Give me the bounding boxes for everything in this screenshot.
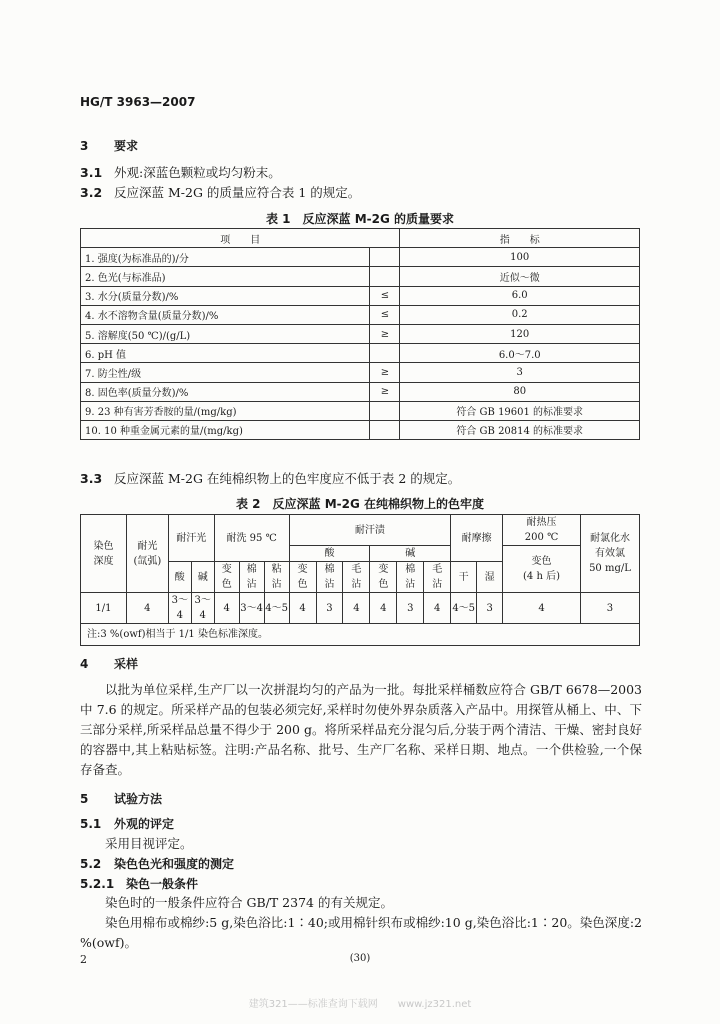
section-title: 要求 (114, 139, 139, 153)
sub-text: 沾 (351, 579, 362, 590)
row-value: 近似～微 (400, 267, 640, 286)
sub-change (214, 562, 239, 593)
row-item: 4. 水不溶物含量(质量分数)/% (81, 305, 370, 324)
clause-number: 5.1 (80, 817, 102, 831)
header-text: 深度 (93, 555, 114, 567)
row-value: 符合 GB 20814 的标准要求 (400, 420, 640, 439)
row-item: 7. 防尘性/级 (81, 363, 370, 382)
sub-text: 毛 (432, 564, 443, 575)
row-item: 8. 固色率(质量分数)/% (81, 382, 370, 401)
sub-text: 粘 (271, 564, 282, 575)
sub-text: 变 (378, 564, 389, 575)
clause-5-2-1-heading (80, 875, 198, 892)
clause-3-3 (80, 469, 460, 487)
sub-change (370, 562, 397, 593)
clause-title: 染色色光和强度的测定 (114, 857, 235, 871)
row-symbol: ≤ (370, 286, 400, 305)
table-row (81, 267, 640, 286)
header-acid: 酸 (289, 546, 370, 562)
row-symbol: ≥ (370, 382, 400, 401)
sub-dry: 干 (451, 562, 477, 593)
header-chlorine (580, 515, 639, 593)
row-value: 0.2 (400, 305, 640, 324)
cell: 3 (316, 593, 343, 624)
clause-text: 反应深蓝 M-2G 的质量应符合表 1 的规定。 (114, 185, 361, 200)
header-text: 有效氯 (594, 548, 625, 559)
row-item: 2. 色光(与标准品) (81, 267, 370, 286)
cell: 4 (343, 593, 370, 624)
clause-number: 5.2.1 (80, 877, 115, 891)
header-dye-depth (81, 515, 127, 593)
header-rubbing: 耐摩擦 (451, 515, 503, 562)
row-symbol: ≥ (370, 363, 400, 382)
row-symbol (370, 248, 400, 267)
section-title: 试验方法 (114, 792, 163, 806)
appearance-method-text: 采用目视评定。 (105, 836, 193, 851)
cell: 4 (424, 593, 451, 624)
sub-text: 毛 (351, 564, 362, 575)
cell: 3 (580, 593, 639, 624)
row-item: 6. pH 值 (81, 344, 370, 363)
cell: 4 (370, 593, 397, 624)
table-row (81, 382, 640, 401)
clause-text: 外观:深蓝色颗粒或均匀粉末。 (114, 165, 281, 180)
row-value: 6.0 (400, 286, 640, 305)
cell: 4 (503, 593, 581, 624)
clause-3-1 (80, 163, 281, 181)
sub-text: 色 (221, 579, 232, 590)
sub-silk (264, 562, 289, 593)
row-symbol (370, 401, 400, 420)
cell: 4 (289, 593, 316, 624)
clause-5-2-heading (80, 855, 234, 872)
row-value: 100 (400, 248, 640, 267)
clause-number: 3.2 (80, 185, 103, 200)
cell: 3 (477, 593, 503, 624)
cell: 1/1 (81, 593, 127, 624)
clause-5-1-heading (80, 815, 174, 832)
cell: 4～5 (451, 593, 477, 624)
sub-text: 色 (297, 579, 308, 590)
row-item: 5. 溶解度(50 ℃)/(g/L) (81, 324, 370, 343)
row-symbol (370, 420, 400, 439)
sub-text: 变 (221, 564, 232, 575)
section-5-heading (80, 790, 162, 807)
header-item: 项 目 (81, 229, 400, 248)
cell: 4 (126, 593, 168, 624)
cell: 3～4 (239, 593, 264, 624)
section-number: 3 (80, 139, 89, 153)
clause-number: 3.1 (80, 165, 103, 180)
table-row (81, 344, 640, 363)
header-perspiration-light: 耐汗光 (168, 515, 214, 562)
cell: 3～4 (191, 593, 214, 624)
table-header-row (81, 515, 640, 546)
sub-text: 沾 (405, 579, 416, 590)
cell: 3 (397, 593, 424, 624)
section-3-heading (80, 137, 138, 154)
section-4-heading (80, 655, 138, 672)
table-row (81, 593, 640, 624)
color-fastness-table (80, 514, 640, 646)
header-text: 变色 (531, 556, 552, 567)
row-symbol: ≤ (370, 305, 400, 324)
header-text: 耐光 (137, 540, 158, 552)
sub-cotton (397, 562, 424, 593)
sub-text: 沾 (246, 579, 257, 590)
sub-text: 棉 (405, 564, 416, 575)
table-row (81, 305, 640, 324)
table-row (81, 420, 640, 439)
watermark-text: 建筑321——标准查询下载网 www.jz321.net (248, 999, 472, 1010)
header-text: 耐热压 (526, 517, 557, 528)
sub-cotton (316, 562, 343, 593)
cell: 4 (214, 593, 239, 624)
sub-wool (424, 562, 451, 593)
row-value: 符合 GB 19601 的标准要求 (400, 401, 640, 420)
sub-acid: 酸 (168, 562, 191, 593)
clause-number: 3.3 (80, 471, 103, 486)
table-row (81, 401, 640, 420)
row-value: 3 (400, 363, 640, 382)
clause-title: 染色一般条件 (126, 877, 199, 891)
section-title: 采样 (114, 657, 139, 671)
row-value: 120 (400, 324, 640, 343)
sub-text: 沾 (271, 579, 282, 590)
clause-number: 5.2 (80, 857, 102, 871)
sub-wool (343, 562, 370, 593)
table-row (81, 324, 640, 343)
table-1-caption: 表 1 反应深蓝 M-2G 的质量要求 (265, 212, 454, 226)
dyeing-materials-text: 染色用棉布或棉纱:5 g,染色浴比:1∶40;或用棉针织布或棉纱:10 g,染色浴比:1∶20。染色深度:2 %(owf)。 (80, 915, 642, 950)
quality-requirements-table (80, 228, 640, 440)
row-symbol (370, 267, 400, 286)
row-symbol (370, 344, 400, 363)
sub-wet: 湿 (477, 562, 503, 593)
table-note-row (81, 624, 640, 646)
row-item: 10. 10 种重金属元素的量/(mg/kg) (81, 420, 370, 439)
clause-text: 反应深蓝 M-2G 在纯棉织物上的色牢度应不低于表 2 的规定。 (114, 471, 461, 486)
table-header-row (81, 229, 640, 248)
table-note: 注:3 %(owf)相当于 1/1 染色标准深度。 (81, 624, 640, 646)
row-item: 9. 23 种有害芳香胺的量/(mg/kg) (81, 401, 370, 420)
clause-title: 外观的评定 (114, 817, 175, 831)
header-text: 50 mg/L (589, 563, 631, 574)
row-value: 6.0～7.0 (400, 344, 640, 363)
table-row (81, 363, 640, 382)
header-text: 200 ℃ (524, 532, 559, 543)
header-text: 染色 (93, 540, 114, 552)
page-number: 2 (80, 953, 87, 966)
header-text: 耐氯化水 (589, 533, 630, 544)
sub-text: 沾 (432, 579, 443, 590)
dyeing-conditions-text: 染色时的一般条件应符合 GB/T 2374 的有关规定。 (105, 895, 393, 910)
header-value: 指 标 (400, 229, 640, 248)
sheet-number: (30) (349, 953, 371, 964)
row-symbol: ≥ (370, 324, 400, 343)
sub-text: 变 (297, 564, 308, 575)
table-2-caption: 表 2 反应深蓝 M-2G 在纯棉织物上的色牢度 (235, 497, 484, 511)
section-number: 5 (80, 792, 89, 806)
table-row (81, 286, 640, 305)
sampling-paragraph: 以批为单位采样,生产厂以一次拼混均匀的产品为一批。每批采样桶数应符合 GB/T 6678—2003 中 7.6 的规定。所采样产品的包装必须完好,采样时勿使外界杂质落入产品中。用探管从桶上、中、下三部分采样,所采样品总量不得少于 200 g。将所采样品充分混匀后,分装于两个清洁、干燥、密封良好的容器中,其上粘贴标签。注明:产品名称、批号、生产厂名称、采样日期、地点。一个供检验,一个保存备查。 (80, 682, 642, 777)
row-item: 1. 强度(为标准品的)/分 (81, 248, 370, 267)
header-washing: 耐洗 95 ℃ (214, 515, 289, 562)
header-light-fastness (126, 515, 168, 593)
sub-change (289, 562, 316, 593)
sub-cotton (239, 562, 264, 593)
sub-text: 色 (378, 579, 389, 590)
cell: 4～5 (264, 593, 289, 624)
row-item: 3. 水分(质量分数)/% (81, 286, 370, 305)
header-text: (氙弧) (133, 555, 162, 567)
sub-alkali: 碱 (191, 562, 214, 593)
header-text: (4 h 后) (523, 571, 560, 582)
header-hot-press-change (503, 546, 581, 593)
clause-3-2 (80, 183, 360, 201)
header-hot-press (503, 515, 581, 546)
table-row (81, 248, 640, 267)
sub-text: 棉 (246, 564, 257, 575)
section-number: 4 (80, 657, 89, 671)
header-perspiration: 耐汗渍 (289, 515, 451, 546)
row-value: 80 (400, 382, 640, 401)
document-code-header: HG/T 3963—2007 (80, 95, 196, 109)
sub-text: 沾 (324, 579, 335, 590)
header-alkali: 碱 (370, 546, 451, 562)
cell: 3～4 (168, 593, 191, 624)
sub-text: 棉 (324, 564, 335, 575)
